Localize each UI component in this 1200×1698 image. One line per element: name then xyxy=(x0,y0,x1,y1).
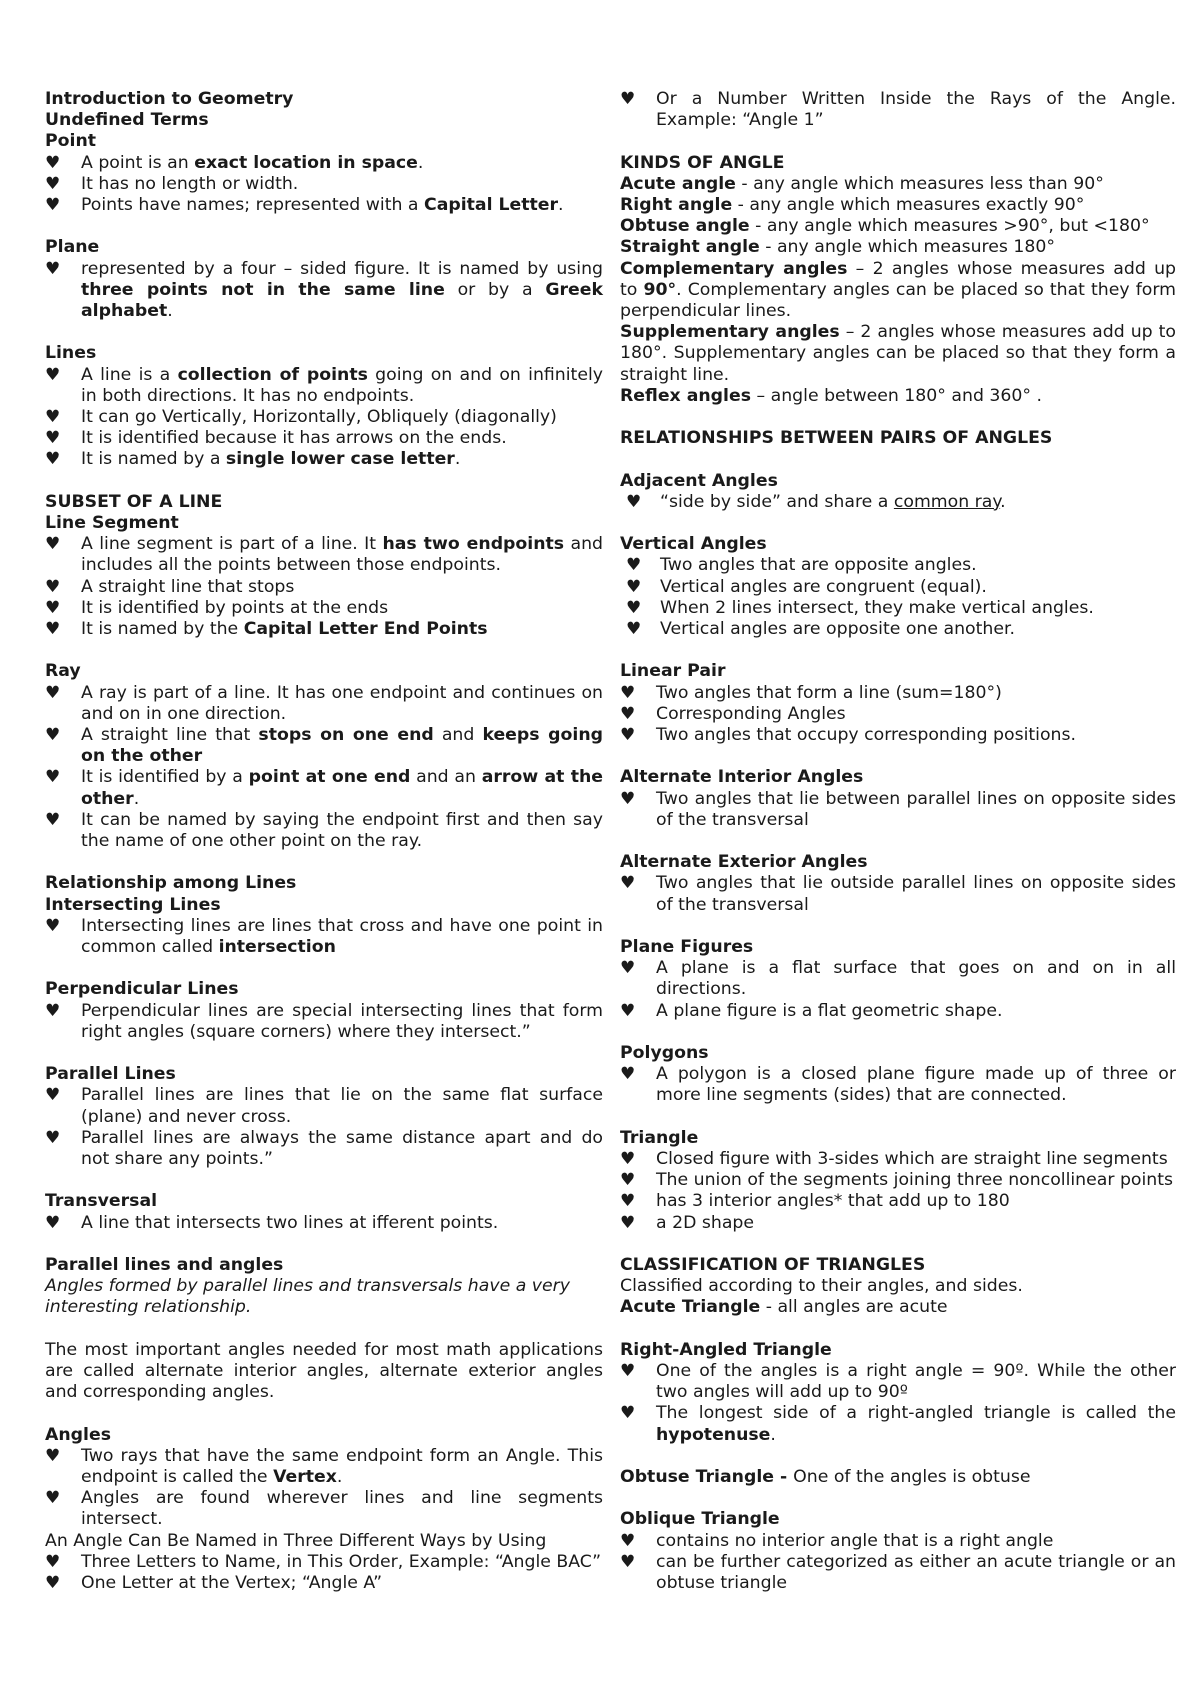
heart-bullet-icon: ♥ xyxy=(620,703,636,724)
paragraph: Classified according to their angles, and sides. xyxy=(620,1276,1023,1297)
heart-bullet-icon: ♥ xyxy=(620,1149,636,1169)
list-item: ♥ Perpendicular lines are special intersecting lines that form right angles (square corners) where they intersect.” xyxy=(45,1000,603,1042)
list-item: ♥ Two angles that are opposite angles. xyxy=(626,555,977,576)
definition: Right angle - any angle which measures exactly 90° xyxy=(620,195,1085,215)
heart-bullet-icon: ♥ xyxy=(620,873,636,894)
section-heading: Triangle xyxy=(620,1127,699,1148)
heart-bullet-icon: ♥ xyxy=(620,1064,636,1085)
section-heading: Transversal xyxy=(45,1191,158,1212)
heart-bullet-icon: ♥ xyxy=(45,1212,61,1233)
section-heading: Perpendicular Lines xyxy=(45,979,239,1000)
section-heading: Ray xyxy=(45,661,81,682)
list-item: ♥ Two angles that occupy corresponding positions. xyxy=(620,725,1077,746)
heart-bullet-icon: ♥ xyxy=(45,534,61,555)
list-item: ♥ Points have names; represented with a Capital Letter. xyxy=(45,195,564,216)
heart-bullet-icon: ♥ xyxy=(45,195,61,216)
section-heading: Polygons xyxy=(620,1043,709,1063)
heart-bullet-icon: ♥ xyxy=(620,788,636,809)
heart-bullet-icon: ♥ xyxy=(620,1212,636,1233)
list-item: ♥ A straight line that stops on one end and keeps going on the other xyxy=(45,725,604,767)
list-item: ♥ It is identified by points at the ends xyxy=(45,597,389,618)
list-item: ♥ can be further categorized as either an acute triangle or an obtuse triangle xyxy=(620,1551,1176,1593)
section-heading: Alternate Exterior Angles xyxy=(620,852,868,873)
list-item: ♥ A line is a collection of points going on and on infinitely in both directions. It has no endpoints. xyxy=(45,364,603,406)
list-item: ♥ Parallel lines are always the same distance apart and do not share any points.” xyxy=(45,1127,603,1170)
definition: Obtuse Triangle - One of the angles is obtuse xyxy=(620,1467,1031,1487)
heart-bullet-icon: ♥ xyxy=(620,89,636,109)
heart-bullet-icon: ♥ xyxy=(626,555,642,576)
section-heading: Intersecting Lines xyxy=(45,894,221,915)
heart-bullet-icon: ♥ xyxy=(626,597,642,618)
list-item: ♥ Intersecting lines are lines that cross and have one point in common called intersection xyxy=(45,915,603,958)
heart-bullet-icon: ♥ xyxy=(45,576,61,597)
section-heading: CLASSIFICATION OF TRIANGLES xyxy=(620,1255,926,1275)
section-heading: Undefined Terms xyxy=(45,110,209,131)
heart-bullet-icon: ♥ xyxy=(620,958,636,979)
definition: Straight angle - any angle which measures 180° xyxy=(620,237,1055,258)
section-heading: Lines xyxy=(45,343,97,364)
section-heading: Alternate Interior Angles xyxy=(620,767,864,788)
heart-bullet-icon: ♥ xyxy=(626,619,642,640)
definition: Acute Triangle - all angles are acute xyxy=(620,1297,948,1318)
right-column xyxy=(620,89,1176,1594)
heart-bullet-icon: ♥ xyxy=(620,1191,636,1212)
list-item: ♥ A plane is a flat surface that goes on and on in all directions. xyxy=(620,958,1176,1000)
section-heading: Adjacent Angles xyxy=(620,470,778,491)
list-item: ♥ One of the angles is a right angle = 90º. While the other two angles will add up to 90º xyxy=(620,1361,1176,1403)
heart-bullet-icon: ♥ xyxy=(45,152,61,173)
list-item: ♥ A straight line that stops xyxy=(45,576,295,597)
paragraph: An Angle Can Be Named in Three Different Ways by Using xyxy=(45,1530,547,1551)
list-item: ♥ “side by side” and share a common ray. xyxy=(626,491,1006,512)
list-item: ♥ A polygon is a closed plane figure made up of three or more line segments (sides) that are connected. xyxy=(620,1064,1176,1106)
list-item: ♥ Closed figure with 3-sides which are straight line segments xyxy=(620,1149,1168,1169)
list-item: ♥ A line segment is part of a line. It has two endpoints and includes all the points between those endpoints. xyxy=(45,534,603,576)
heart-bullet-icon: ♥ xyxy=(45,619,61,640)
paragraph: The most important angles needed for most math applications are called alternate interior angles, alternate exterior angles and corresponding angles. xyxy=(45,1339,603,1403)
heart-bullet-icon: ♥ xyxy=(45,725,61,746)
list-item: ♥ It can be named by saying the endpoint first and then say the name of one other point on the ray. xyxy=(45,809,603,852)
section-heading: KINDS OF ANGLE xyxy=(620,152,785,173)
list-item: ♥ Two rays that have the same endpoint form an Angle. This endpoint is called the Vertex. xyxy=(45,1445,603,1488)
list-item: ♥ Two angles that lie between parallel lines on opposite sides of the transversal xyxy=(620,788,1176,830)
section-heading: Right-Angled Triangle xyxy=(620,1339,832,1360)
section-heading: Parallel lines and angles xyxy=(45,1255,284,1276)
heart-bullet-icon: ♥ xyxy=(620,1170,636,1191)
heart-bullet-icon: ♥ xyxy=(45,1000,61,1021)
heart-bullet-icon: ♥ xyxy=(620,1530,636,1551)
list-item: ♥ It has no length or width. xyxy=(45,173,299,194)
list-item: ♥ Vertical angles are congruent (equal). xyxy=(626,576,987,597)
heart-bullet-icon: ♥ xyxy=(620,725,636,746)
heart-bullet-icon: ♥ xyxy=(620,682,636,703)
list-item: ♥ When 2 lines intersect, they make vertical angles. xyxy=(626,597,1094,618)
section-heading: SUBSET OF A LINE xyxy=(45,491,223,512)
list-item: ♥ A ray is part of a line. It has one endpoint and continues on and on in one direction. xyxy=(45,682,603,724)
list-item: ♥ Vertical angles are opposite one another. xyxy=(626,619,1015,640)
definition: Acute angle - any angle which measures less than 90° xyxy=(620,173,1104,194)
list-item: ♥ A plane figure is a flat geometric shape. xyxy=(620,1000,1003,1021)
definition: Reflex angles – angle between 180° and 360° . xyxy=(620,385,1043,406)
definition: Obtuse angle - any angle which measures >90°, but <180° xyxy=(620,216,1150,237)
section-heading: Line Segment xyxy=(45,513,179,534)
heart-bullet-icon: ♥ xyxy=(620,1403,636,1424)
definition: Complementary angles – 2 angles whose measures add up to 90°. Complementary angles can be placed so that they form perpendicular lines. xyxy=(620,258,1177,322)
italic-paragraph: Angles formed by parallel lines and transversals have a very interesting relationship. xyxy=(45,1276,570,1318)
heart-bullet-icon: ♥ xyxy=(45,1488,61,1509)
heart-bullet-icon: ♥ xyxy=(45,915,61,936)
heart-bullet-icon: ♥ xyxy=(45,258,61,279)
section-heading: RELATIONSHIPS BETWEEN PAIRS OF ANGLES xyxy=(620,428,1053,449)
heart-bullet-icon: ♥ xyxy=(45,428,61,449)
heart-bullet-icon: ♥ xyxy=(626,576,642,597)
list-item: ♥ Two angles that form a line (sum=180°) xyxy=(620,682,1002,703)
section-heading: Plane Figures xyxy=(620,937,754,957)
section-heading: Relationship among Lines xyxy=(45,873,297,894)
list-item: ♥ represented by a four – sided figure. It is named by using three points not in the same line or by a Greek alphabet. xyxy=(45,258,603,322)
list-item: ♥ One Letter at the Vertex; “Angle A” xyxy=(45,1573,383,1594)
section-heading: Point xyxy=(45,131,97,152)
heart-bullet-icon: ♥ xyxy=(45,1085,61,1106)
list-item: ♥ contains no interior angle that is a right angle xyxy=(620,1530,1054,1551)
heart-bullet-icon: ♥ xyxy=(45,767,61,788)
left-column xyxy=(45,89,603,1594)
heart-bullet-icon: ♥ xyxy=(45,809,61,830)
list-item: ♥ Two angles that lie outside parallel lines on opposite sides of the transversal xyxy=(620,873,1176,915)
heart-bullet-icon: ♥ xyxy=(45,682,61,703)
list-item: ♥ The longest side of a right-angled triangle is called the hypotenuse. xyxy=(620,1403,1176,1445)
definition: Supplementary angles – 2 angles whose measures add up to 180°. Supplementary angles can be placed so that they form a straight line. xyxy=(620,322,1177,385)
section-heading: Linear Pair xyxy=(620,661,726,682)
heart-bullet-icon: ♥ xyxy=(45,597,61,618)
section-heading: Oblique Triangle xyxy=(620,1509,780,1530)
heart-bullet-icon: ♥ xyxy=(45,173,61,194)
heart-bullet-icon: ♥ xyxy=(45,1551,61,1572)
list-item: ♥ a 2D shape xyxy=(620,1212,755,1233)
list-item: ♥ Three Letters to Name, in This Order, Example: “Angle BAC” xyxy=(45,1551,602,1572)
heart-bullet-icon: ♥ xyxy=(626,491,642,512)
list-item: ♥ A point is an exact location in space. xyxy=(45,152,424,173)
list-item: ♥ A line that intersects two lines at ifferent points. xyxy=(45,1212,499,1233)
list-item: ♥ Or a Number Written Inside the Rays of the Angle. Example: “Angle 1” xyxy=(620,89,1176,131)
heart-bullet-icon: ♥ xyxy=(45,364,61,385)
list-item: ♥ It is identified by a point at one end and an arrow at the other. xyxy=(45,767,603,809)
heart-bullet-icon: ♥ xyxy=(45,449,61,470)
section-heading: Parallel Lines xyxy=(45,1064,176,1085)
section-heading: Vertical Angles xyxy=(620,534,767,555)
heart-bullet-icon: ♥ xyxy=(45,407,61,428)
section-heading: Angles xyxy=(45,1424,111,1445)
list-item: ♥ It is named by a single lower case letter. xyxy=(45,449,461,470)
list-item: ♥ Parallel lines are lines that lie on the same flat surface (plane) and never cross. xyxy=(45,1085,603,1127)
heart-bullet-icon: ♥ xyxy=(45,1127,61,1148)
list-item: ♥ The union of the segments joining three noncollinear points xyxy=(620,1170,1174,1191)
list-item: ♥ Corresponding Angles xyxy=(620,703,846,724)
list-item: ♥ It is identified because it has arrows on the ends. xyxy=(45,428,507,449)
document-title: Introduction to Geometry xyxy=(45,89,294,109)
list-item: ♥ Angles are found wherever lines and line segments intersect. xyxy=(45,1488,603,1530)
heart-bullet-icon: ♥ xyxy=(45,1445,61,1466)
list-item: ♥ It is named by the Capital Letter End Points xyxy=(45,619,488,640)
section-heading: Plane xyxy=(45,237,100,258)
heart-bullet-icon: ♥ xyxy=(620,1000,636,1021)
heart-bullet-icon: ♥ xyxy=(45,1573,61,1594)
heart-bullet-icon: ♥ xyxy=(620,1361,636,1381)
heart-bullet-icon: ♥ xyxy=(620,1551,636,1572)
list-item: ♥ has 3 interior angles* that add up to 180 xyxy=(620,1191,1010,1212)
list-item: ♥ It can go Vertically, Horizontally, Obliquely (diagonally) xyxy=(45,407,557,428)
